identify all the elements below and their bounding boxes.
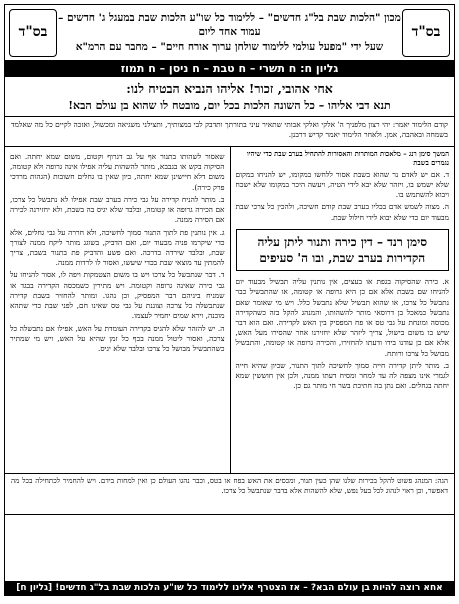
left-para-1: שאסור לשהותו בתנור אף על גב דגרוף וקטום, משום שמא יחתה. ואם הסיקוה בקש או בגבבא, מותר להשהות עליה אפילו אינה גרופה ולא קטומה, משום דלא חיישינן שמא יחתה, כיון שאין בו גחלים חשובות (הגהות מרדכי פרק כירה). <box>10 152 225 192</box>
left-column <box>5 147 230 473</box>
left-para-5: ה. יש להזהר שלא להגיס בקדירה העומדת על האש, אפילו אם נתבשלה כל צרכה, ואסור ליטול ממנה בכף כל זמן שהיא על האש, ויש מי שמתיר כשהתבשיל מבושל כל צרכו ובלבד שלא יגיס. <box>10 323 225 353</box>
footer-notes: הגה: המנהג פשוט להקל בכירות שלנו שהן כעין תנור, ומכסים את האש בפח או בטס, וכבר נהגו העולם כן ואין למחות בידם. ויש להחמיר לכתחילה בכל מה דאפשר, וכן ראוי לנהוג לכל בעל נפש, שלא להשהות אלא בדבר שנתבשל כל צרכו. <box>5 474 454 515</box>
siman-title-line-1: סימן רנד – דין כירה ותנור ליתן עליה <box>257 234 428 249</box>
siman-title-line-2: הקדירות בערב שבת, ובו ה' סעיפים <box>259 250 426 265</box>
logo-text: בס"ד <box>411 24 441 40</box>
right-para-3: א. כירה שהסיקוה בגפת או בעצים, אין נותנין עליה תבשיל מבעוד יום להניחו שם בשבת אלא אם כן היא גרופה או קטומה, או שהתבשיל כבר נתבשל כל צרכו, או שהוא תבשיל שלא נתבשל כלל. ויש מי שאומר שאם נתבשל כמאכל בן דרוסאי מותר להשהותו, והמנהג להקל בזה כשהקדירה מכוסה ומונחת על גבי טס או פח המפסיק בין האש לקדירה. ואם הוא דבר שיש בו משום בישול, צריך ליזהר שלא יחזירנו אחר שהסירו מעל האש, אלא אם כן עודנו בידו ודעתו להחזירו, והכירה גרופה או קטומה, והתבשיל מבושל כל צרכו ורותח. <box>235 277 449 358</box>
siman-heading <box>236 229 450 271</box>
continuation-note: המשך סימן רנג – מלאכות המותרות והאסורות להתחיל בערב שבת כדי שיהיו נגמרים בשבת <box>247 150 449 167</box>
masthead-line-2: שעל ידי "מפעל עולמי ללימוד שולחן ערוך אורח חיים" – מחבר עם הרמ"א <box>75 40 384 53</box>
page <box>4 4 455 596</box>
subheadline: תנא דבי אליהו – כל השונה הלכות בכל יום, מובטח לו שהוא בן עולם הבא! <box>5 98 454 117</box>
masthead <box>5 5 454 61</box>
right-column <box>230 147 455 473</box>
headline: אחי אהובי, זכור! אליהו הנביא הבטיח לנו: <box>126 81 333 96</box>
right-para-1: ד. אם יש לאדם נר שהוא בשבת אסור ללחשו במקומו, יש להניחו במקום שלא ישמש בו, ויזהר שלא יבא לידי הטיה, ויעשה היכר במקומו שלא ישכח ויבוא להשתמש בו. <box>235 169 449 200</box>
left-para-3: ג. אין נותנין פת לתוך התנור סמוך לחשיכה, ולא חררה על גבי גחלים, אלא כדי שיקרמו פניה מבעוד יום, ואם הדביק, בשוגג מותר ליקח ממנה לצורך שבת, ובלבד שירדה כדרכה. ואם פשע והדביק פת בתנור בשבת, צריך להמתין עד מוצאי שבת בכדי שיעשו, ואסור לו לרדות ממנה. <box>10 227 225 268</box>
right-para-2: ה. מצוה לשמש אדם בכליו בערב שבת קודם חשיכה, ולהכין כל צרכי שבת מבעוד יום כדי שלא יבוא לידי חילול שבת. <box>235 202 449 222</box>
left-para-2: ב. מותר להניח קדירה על גבי כירה בערב שבת אפילו לא נתבשל כל צרכו, אם הכירה גרופה או קטומה, ובלבד שלא יגיס בה בשבת, ולא יחזירנה לכירה אם הסירה ממנה. <box>10 194 225 225</box>
issue-bar: גליון ח: ח תשרי – ח טבת – ח ניסן – ח תמוז <box>5 61 454 77</box>
masthead-line-1: מכון "הלכות שבת בל"ג חדשים" – ללימוד כל שו"ע הלכות שבת במעגל ג' חדשים – עמוד אחד ליום <box>58 12 401 39</box>
logo-box-left <box>9 9 57 57</box>
left-para-4: ד. דבר שנתבשל כל צרכו ויש בו משום הצטמקות ויפה לו, אסור להניחו על גבי כירה שאינה גרופה וקטומה. ויש מתירין כשמכסה הקדירה בבגד או שמניח ביניהם דבר המפסיק, וכן נהגו. ומותר להחזיר בשבת קדירה שנתבשלה כל צרכה וצוננת על גבי טס שאינו חם, לפני שבת כדי שתהא מוכנה, וירא שמים יחמיר לעצמו. <box>10 270 225 321</box>
logo-box <box>402 9 450 57</box>
masthead-text <box>57 11 402 54</box>
intro-paragraph: קודם הלימוד יאמר: יהי רצון מלפניך ה' אלקי ואלקי אבותי שתאיר עיני בתורתך ותדבק לבי במצותיך, ותצילני משגיאה ומכשול, ואזכה לקיים כל מה שאלמד בשמחה ובאהבה, אמן. ולאחר הלימוד יאמר קדיש דרבנן. <box>5 117 454 147</box>
right-para-4: ב. מותר ליתן קדירה חייה סמוך לחשיכה לתוך התנור, שכיון שהיא חייה לגמרי אינו מצפה לה עד למחר ומסיח דעתו ממנה, ולכן אין חוששין שמא יחתה בגחלים. ואם נתן בה חתיכת בשר חי מותר גם כן. <box>235 360 449 391</box>
bottom-bar: אחא רוצה להיות בן עולם הבא? – אז הצטרף אלינו ללימוד כל שו"ע הלכות שבת בל"ג חדשים! [גליון ח] <box>5 581 454 595</box>
text-columns <box>5 147 454 474</box>
logo-text-left: בס"ד <box>18 24 48 40</box>
